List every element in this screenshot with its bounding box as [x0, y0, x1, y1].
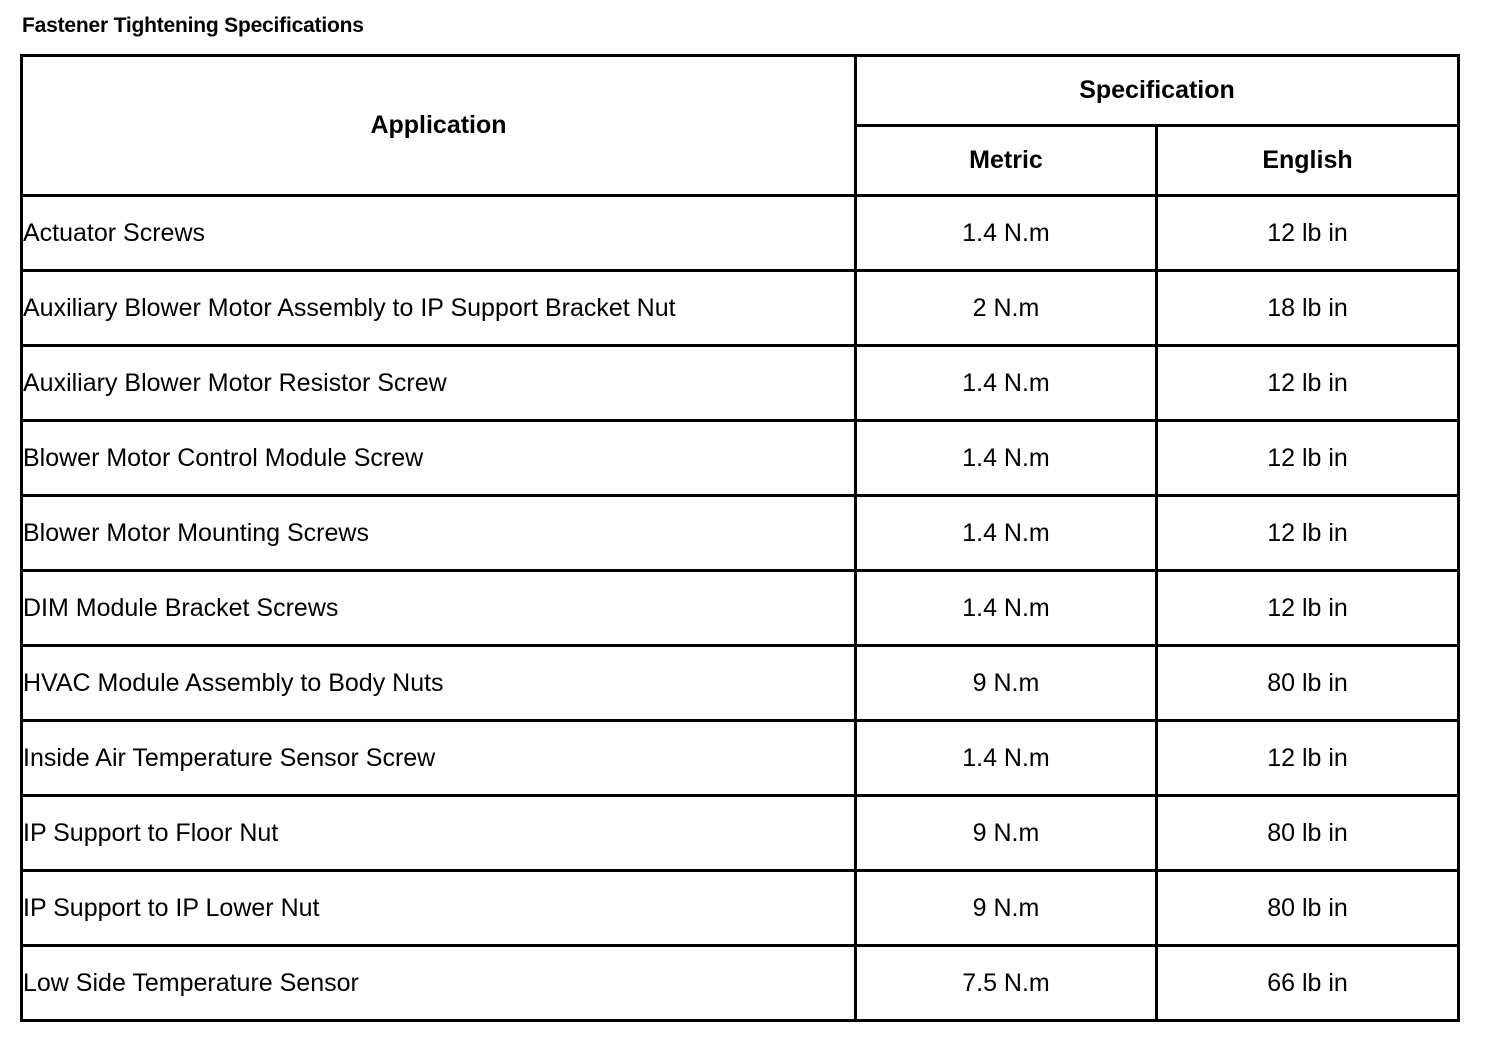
english-cell: 12 lb in	[1157, 196, 1459, 271]
application-cell: Low Side Temperature Sensor	[22, 946, 856, 1021]
table-row	[22, 871, 1459, 946]
table-row	[22, 271, 1459, 346]
english-cell: 66 lb in	[1157, 946, 1459, 1021]
fastener-spec-table	[20, 54, 1460, 1022]
english-cell: 12 lb in	[1157, 721, 1459, 796]
english-cell: 80 lb in	[1157, 646, 1459, 721]
metric-cell: 9 N.m	[856, 796, 1157, 871]
metric-cell: 9 N.m	[856, 646, 1157, 721]
header-row-top	[22, 56, 1459, 126]
english-cell: 80 lb in	[1157, 871, 1459, 946]
application-cell: Inside Air Temperature Sensor Screw	[22, 721, 856, 796]
application-cell: Blower Motor Mounting Screws	[22, 496, 856, 571]
english-cell: 12 lb in	[1157, 421, 1459, 496]
header-metric: Metric	[856, 126, 1157, 196]
application-cell: Blower Motor Control Module Screw	[22, 421, 856, 496]
metric-cell: 1.4 N.m	[856, 721, 1157, 796]
header-application: Application	[22, 56, 856, 196]
header-english: English	[1157, 126, 1459, 196]
metric-cell: 1.4 N.m	[856, 496, 1157, 571]
metric-cell: 1.4 N.m	[856, 421, 1157, 496]
header-specification: Specification	[856, 56, 1459, 126]
table-row	[22, 496, 1459, 571]
table-row	[22, 946, 1459, 1021]
application-cell: Auxiliary Blower Motor Resistor Screw	[22, 346, 856, 421]
application-cell: IP Support to Floor Nut	[22, 796, 856, 871]
metric-cell: 7.5 N.m	[856, 946, 1157, 1021]
english-cell: 12 lb in	[1157, 571, 1459, 646]
table-row	[22, 346, 1459, 421]
english-cell: 18 lb in	[1157, 271, 1459, 346]
application-cell: Auxiliary Blower Motor Assembly to IP Support Bracket Nut	[22, 271, 856, 346]
metric-cell: 1.4 N.m	[856, 571, 1157, 646]
metric-cell: 1.4 N.m	[856, 346, 1157, 421]
metric-cell: 2 N.m	[856, 271, 1157, 346]
table-row	[22, 571, 1459, 646]
english-cell: 80 lb in	[1157, 796, 1459, 871]
metric-cell: 9 N.m	[856, 871, 1157, 946]
english-cell: 12 lb in	[1157, 346, 1459, 421]
application-cell: IP Support to IP Lower Nut	[22, 871, 856, 946]
table-row	[22, 646, 1459, 721]
table-row	[22, 196, 1459, 271]
metric-cell: 1.4 N.m	[856, 196, 1157, 271]
application-cell: DIM Module Bracket Screws	[22, 571, 856, 646]
page-title: Fastener Tightening Specifications	[22, 14, 364, 37]
table-row	[22, 721, 1459, 796]
application-cell: HVAC Module Assembly to Body Nuts	[22, 646, 856, 721]
table-row	[22, 796, 1459, 871]
application-cell: Actuator Screws	[22, 196, 856, 271]
table-row	[22, 421, 1459, 496]
english-cell: 12 lb in	[1157, 496, 1459, 571]
